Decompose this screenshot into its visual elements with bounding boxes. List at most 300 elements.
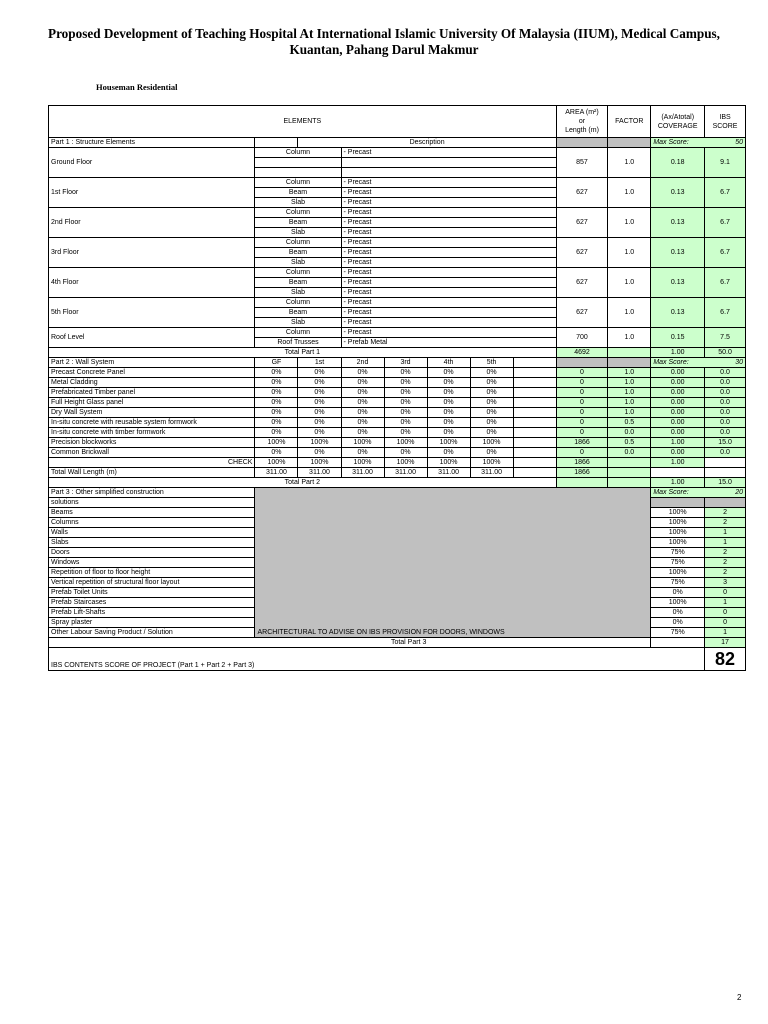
part3-shaded xyxy=(651,498,705,508)
solution-score: 2 xyxy=(705,518,746,528)
solution-name: Repetition of floor to floor height xyxy=(49,568,255,578)
floor-name: 2nd Floor xyxy=(49,208,255,238)
wall-area: 0 xyxy=(556,418,608,428)
floor-name: 1st Floor xyxy=(49,178,255,208)
wall-factor: 1.0 xyxy=(608,368,651,378)
element-type: Column xyxy=(255,148,341,158)
final-score-value: 82 xyxy=(705,648,746,671)
wall-factor: 0.0 xyxy=(608,428,651,438)
floor-row xyxy=(49,178,746,188)
wall-percentage: 0% xyxy=(384,418,427,428)
wall-percentage: 100% xyxy=(255,438,298,448)
solution-coverage: 100% xyxy=(651,538,705,548)
floor-name: Ground Floor xyxy=(49,148,255,178)
total-part2-score: 15.0 xyxy=(705,478,746,488)
floor-name: 4th Floor xyxy=(49,268,255,298)
wall-length-value: 311.00 xyxy=(298,468,341,478)
element-type xyxy=(255,168,341,178)
element-description: - Precast xyxy=(341,238,556,248)
wall-length-value: 311.00 xyxy=(427,468,470,478)
section-subtitle: Houseman Residential xyxy=(96,82,178,92)
element-description: - Precast xyxy=(341,268,556,278)
wall-length-row xyxy=(49,468,746,478)
solution-name: Beams xyxy=(49,508,255,518)
architectural-note: ARCHITECTURAL TO ADVISE ON IBS PROVISION FOR DOORS, WINDOWS xyxy=(257,629,505,636)
solution-score: 3 xyxy=(705,578,746,588)
element-description: - Precast xyxy=(341,148,556,158)
wall-percentage: 0% xyxy=(470,388,513,398)
wall-percentage: 0% xyxy=(298,398,341,408)
wall-percentage: 0% xyxy=(341,428,384,438)
wall-percentage: 0% xyxy=(470,408,513,418)
wall-percentage: 0% xyxy=(255,408,298,418)
wall-factor: 1.0 xyxy=(608,398,651,408)
wall-percentage: 0% xyxy=(341,418,384,428)
wall-factor: 0.0 xyxy=(608,448,651,458)
check-coverage: 1.00 xyxy=(651,458,705,468)
wall-score: 0.0 xyxy=(705,368,746,378)
wall-area: 0 xyxy=(556,448,608,458)
floor-row xyxy=(49,268,746,278)
header-row xyxy=(49,106,746,138)
solution-name: Doors xyxy=(49,548,255,558)
wall-coverage: 0.00 xyxy=(651,448,705,458)
solution-coverage: 100% xyxy=(651,518,705,528)
wall-percentage: 100% xyxy=(427,438,470,448)
floor-area: 700 xyxy=(556,328,608,348)
floor-area: 627 xyxy=(556,298,608,328)
floor-row xyxy=(49,148,746,158)
wall-score: 0.0 xyxy=(705,408,746,418)
wall-area: 1866 xyxy=(556,438,608,448)
floor-score: 6.7 xyxy=(705,298,746,328)
wall-empty xyxy=(513,438,556,448)
area-header-line1: AREA (m²) xyxy=(565,109,599,116)
area-header xyxy=(556,106,608,138)
wall-score: 15.0 xyxy=(705,438,746,448)
wall-factor: 1.0 xyxy=(608,388,651,398)
element-description: - Prefab Metal xyxy=(341,338,556,348)
wall-percentage: 0% xyxy=(255,418,298,428)
max-score-label: Max Score: xyxy=(651,358,705,368)
wall-empty xyxy=(513,448,556,458)
element-type: Column xyxy=(255,298,341,308)
wall-coverage: 0.00 xyxy=(651,368,705,378)
wall-row xyxy=(49,448,746,458)
wall-percentage: 0% xyxy=(384,388,427,398)
solution-score: 0 xyxy=(705,588,746,598)
check-row xyxy=(49,458,746,468)
wall-percentage: 0% xyxy=(255,448,298,458)
solution-name: Windows xyxy=(49,558,255,568)
wall-percentage: 0% xyxy=(298,448,341,458)
part1-empty xyxy=(255,138,298,148)
wall-row xyxy=(49,368,746,378)
wall-area: 0 xyxy=(556,398,608,408)
solution-name: Prefab Lift-Shafts xyxy=(49,608,255,618)
total-part1-score: 50.0 xyxy=(705,348,746,358)
wall-percentage: 0% xyxy=(298,378,341,388)
solution-coverage: 0% xyxy=(651,588,705,598)
element-type: Beam xyxy=(255,308,341,318)
final-score-row xyxy=(49,648,746,671)
total-part1-area: 4692 xyxy=(556,348,608,358)
floor-score: 6.7 xyxy=(705,178,746,208)
wall-percentage: 0% xyxy=(341,378,384,388)
area-header-line2: or xyxy=(578,118,586,125)
solution-score: 0 xyxy=(705,608,746,618)
wall-coverage: 0.00 xyxy=(651,378,705,388)
wall-coverage: 1.00 xyxy=(651,438,705,448)
part2-label: Part 2 : Wall System xyxy=(49,358,255,368)
coverage-header-line2: COVERAGE xyxy=(657,122,698,130)
wall-percentage: 0% xyxy=(470,368,513,378)
part2-total-row xyxy=(49,478,746,488)
solution-coverage: 75% xyxy=(651,548,705,558)
wall-row xyxy=(49,388,746,398)
wall-percentage: 0% xyxy=(427,368,470,378)
total-part2-label: Total Part 2 xyxy=(49,478,557,488)
wall-percentage: 0% xyxy=(384,428,427,438)
wall-system-name: Precast Concrete Panel xyxy=(49,368,255,378)
wall-length-value: 311.00 xyxy=(384,468,427,478)
wall-percentage: 0% xyxy=(298,418,341,428)
part1-shaded xyxy=(608,138,651,148)
solution-coverage: 75% xyxy=(651,578,705,588)
wall-percentage: 0% xyxy=(427,398,470,408)
floor-score: 7.5 xyxy=(705,328,746,348)
wall-percentage: 0% xyxy=(255,378,298,388)
area-header-line3: Length (m) xyxy=(565,127,599,134)
wall-percentage: 0% xyxy=(470,428,513,438)
wall-percentage: 0% xyxy=(298,388,341,398)
floor-column-header: 2nd xyxy=(341,358,384,368)
check-score xyxy=(705,458,746,468)
wall-area: 0 xyxy=(556,388,608,398)
wall-length-score xyxy=(705,468,746,478)
wall-percentage: 0% xyxy=(384,378,427,388)
coverage-header-line1: (Ax/Atotal) xyxy=(661,113,695,121)
wall-percentage: 0% xyxy=(427,418,470,428)
solution-coverage: 0% xyxy=(651,618,705,628)
ibs-table-body xyxy=(49,106,746,671)
part1-shaded xyxy=(556,138,608,148)
wall-score: 0.0 xyxy=(705,448,746,458)
total-part2-area xyxy=(556,478,608,488)
part2-shaded xyxy=(608,358,651,368)
check-factor xyxy=(608,458,651,468)
part3-total-row xyxy=(49,638,746,648)
wall-percentage: 0% xyxy=(255,398,298,408)
element-description: - Precast xyxy=(341,278,556,288)
floor-name: Roof Level xyxy=(49,328,255,348)
wall-system-name: Common Brickwall xyxy=(49,448,255,458)
wall-score: 0.0 xyxy=(705,378,746,388)
solution-score: 2 xyxy=(705,558,746,568)
floor-factor: 1.0 xyxy=(608,328,651,348)
element-type: Slab xyxy=(255,258,341,268)
score-header-line2: SCORE xyxy=(712,122,738,130)
element-description: - Precast xyxy=(341,318,556,328)
part2-shaded xyxy=(556,358,608,368)
total-part2-coverage: 1.00 xyxy=(651,478,705,488)
document-title xyxy=(20,26,748,58)
max-score-label: Max Score: xyxy=(651,488,705,498)
wall-percentage: 0% xyxy=(341,368,384,378)
part3-label-2: solutions xyxy=(49,498,255,508)
wall-row xyxy=(49,378,746,388)
solution-coverage: 75% xyxy=(651,628,705,638)
wall-length-area: 1866 xyxy=(556,468,608,478)
wall-percentage: 0% xyxy=(427,428,470,438)
max-score-label: Max Score: xyxy=(651,138,705,148)
wall-length-value: 311.00 xyxy=(470,468,513,478)
element-description: - Precast xyxy=(341,258,556,268)
wall-area: 0 xyxy=(556,408,608,418)
wall-percentage: 0% xyxy=(255,428,298,438)
floor-factor: 1.0 xyxy=(608,298,651,328)
wall-factor: 0.5 xyxy=(608,418,651,428)
element-description: - Precast xyxy=(341,228,556,238)
wall-empty xyxy=(513,408,556,418)
element-description: - Precast xyxy=(341,308,556,318)
element-type: Slab xyxy=(255,288,341,298)
floor-coverage: 0.13 xyxy=(651,238,705,268)
floor-row xyxy=(49,298,746,308)
total-part3-label: Total Part 3 xyxy=(49,638,651,648)
wall-row xyxy=(49,418,746,428)
element-description: - Precast xyxy=(341,208,556,218)
floor-coverage: 0.18 xyxy=(651,148,705,178)
wall-percentage: 0% xyxy=(470,398,513,408)
wall-percentage: 100% xyxy=(384,438,427,448)
floor-coverage: 0.13 xyxy=(651,268,705,298)
solution-score: 2 xyxy=(705,508,746,518)
floor-area: 627 xyxy=(556,208,608,238)
floor-name: 5th Floor xyxy=(49,298,255,328)
floor-score: 9.1 xyxy=(705,148,746,178)
solution-name: Walls xyxy=(49,528,255,538)
wall-percentage: 0% xyxy=(384,448,427,458)
wall-percentage: 0% xyxy=(384,368,427,378)
floor-area: 627 xyxy=(556,268,608,298)
wall-system-name: Dry Wall System xyxy=(49,408,255,418)
wall-score: 0.0 xyxy=(705,388,746,398)
wall-factor: 1.0 xyxy=(608,408,651,418)
floor-column-header: 3rd xyxy=(384,358,427,368)
part2-empty xyxy=(513,358,556,368)
solution-coverage: 100% xyxy=(651,598,705,608)
element-type: Beam xyxy=(255,278,341,288)
total-part1-factor xyxy=(608,348,651,358)
solution-name: Slabs xyxy=(49,538,255,548)
wall-percentage: 0% xyxy=(384,398,427,408)
wall-length-factor xyxy=(608,468,651,478)
wall-length-value: 311.00 xyxy=(341,468,384,478)
floor-area: 857 xyxy=(556,148,608,178)
description-label: Description xyxy=(298,138,556,148)
element-type: Beam xyxy=(255,218,341,228)
total-part3-coverage xyxy=(651,638,705,648)
ibs-score-table xyxy=(48,105,746,671)
elements-header: ELEMENTS xyxy=(49,106,557,138)
wall-length-coverage xyxy=(651,468,705,478)
wall-system-name: Prefabricated Timber panel xyxy=(49,388,255,398)
floor-coverage: 0.13 xyxy=(651,208,705,238)
check-area: 1866 xyxy=(556,458,608,468)
max-score-value: 20 xyxy=(705,488,746,498)
solution-coverage: 100% xyxy=(651,528,705,538)
element-type: Roof Trusses xyxy=(255,338,341,348)
wall-percentage: 0% xyxy=(427,388,470,398)
wall-percentage: 0% xyxy=(341,398,384,408)
wall-area: 0 xyxy=(556,368,608,378)
wall-row xyxy=(49,398,746,408)
element-type: Beam xyxy=(255,188,341,198)
floor-area: 627 xyxy=(556,238,608,268)
wall-length-label: Total Wall Length (m) xyxy=(49,468,255,478)
floor-name: 3rd Floor xyxy=(49,238,255,268)
wall-system-name: In-situ concrete with reusable system formwork xyxy=(49,418,255,428)
max-score-value: 50 xyxy=(705,138,746,148)
wall-area: 0 xyxy=(556,378,608,388)
wall-coverage: 0.00 xyxy=(651,388,705,398)
total-part1-label: Total Part 1 xyxy=(49,348,557,358)
wall-factor: 0.5 xyxy=(608,438,651,448)
wall-row xyxy=(49,408,746,418)
floor-row xyxy=(49,238,746,248)
element-description: - Precast xyxy=(341,218,556,228)
floor-factor: 1.0 xyxy=(608,178,651,208)
part2-header-row xyxy=(49,358,746,368)
solution-score: 2 xyxy=(705,548,746,558)
element-type: Slab xyxy=(255,318,341,328)
wall-coverage: 0.00 xyxy=(651,418,705,428)
score-header-line1: IBS xyxy=(719,113,731,121)
solution-score: 0 xyxy=(705,618,746,628)
wall-percentage: 0% xyxy=(255,368,298,378)
wall-empty xyxy=(513,378,556,388)
check-empty xyxy=(513,458,556,468)
wall-length-empty xyxy=(513,468,556,478)
wall-percentage: 0% xyxy=(298,368,341,378)
element-description: - Precast xyxy=(341,178,556,188)
solution-coverage: 100% xyxy=(651,568,705,578)
floor-score: 6.7 xyxy=(705,238,746,268)
element-description: - Precast xyxy=(341,298,556,308)
element-type: Slab xyxy=(255,228,341,238)
wall-coverage: 0.00 xyxy=(651,428,705,438)
final-score-label: IBS CONTENTS SCORE OF PROJECT (Part 1 + Part 2 + Part 3) xyxy=(49,648,705,671)
wall-percentage: 0% xyxy=(470,378,513,388)
part3-label: Part 3 : Other simplified construction xyxy=(49,488,255,498)
solution-name: Prefab Staircases xyxy=(49,598,255,608)
wall-factor: 1.0 xyxy=(608,378,651,388)
element-description: - Precast xyxy=(341,188,556,198)
part1-label: Part 1 : Structure Elements xyxy=(49,138,255,148)
check-value: 100% xyxy=(427,458,470,468)
check-value: 100% xyxy=(298,458,341,468)
element-type: Column xyxy=(255,328,341,338)
element-type: Column xyxy=(255,178,341,188)
wall-percentage: 0% xyxy=(255,388,298,398)
wall-percentage: 0% xyxy=(341,408,384,418)
wall-percentage: 0% xyxy=(384,408,427,418)
wall-empty xyxy=(513,398,556,408)
total-part3-score: 17 xyxy=(705,638,746,648)
solution-name: Prefab Toilet Units xyxy=(49,588,255,598)
wall-percentage: 0% xyxy=(470,418,513,428)
floor-coverage: 0.13 xyxy=(651,298,705,328)
floor-score: 6.7 xyxy=(705,268,746,298)
wall-coverage: 0.00 xyxy=(651,408,705,418)
solution-name: Other Labour Saving Product / Solution xyxy=(49,628,255,638)
floor-coverage: 0.13 xyxy=(651,178,705,208)
coverage-header xyxy=(651,106,705,138)
element-description xyxy=(341,168,556,178)
wall-percentage: 100% xyxy=(470,438,513,448)
wall-empty xyxy=(513,428,556,438)
score-header xyxy=(705,106,746,138)
wall-percentage: 0% xyxy=(298,408,341,418)
solution-score: 1 xyxy=(705,598,746,608)
total-part2-factor xyxy=(608,478,651,488)
wall-empty xyxy=(513,388,556,398)
floor-area: 627 xyxy=(556,178,608,208)
wall-system-name: Full Height Glass panel xyxy=(49,398,255,408)
check-value: 100% xyxy=(255,458,298,468)
check-value: 100% xyxy=(470,458,513,468)
wall-score: 0.0 xyxy=(705,418,746,428)
floor-column-header: 5th xyxy=(470,358,513,368)
floor-coverage: 0.15 xyxy=(651,328,705,348)
part1-total-row xyxy=(49,348,746,358)
part1-header-row xyxy=(49,138,746,148)
wall-area: 0 xyxy=(556,428,608,438)
solution-coverage: 0% xyxy=(651,608,705,618)
solution-coverage: 100% xyxy=(651,508,705,518)
wall-row xyxy=(49,438,746,448)
wall-score: 0.0 xyxy=(705,428,746,438)
wall-percentage: 0% xyxy=(341,448,384,458)
element-description: - Precast xyxy=(341,248,556,258)
wall-row xyxy=(49,428,746,438)
wall-score: 0.0 xyxy=(705,398,746,408)
total-part1-coverage: 1.00 xyxy=(651,348,705,358)
element-description: - Precast xyxy=(341,288,556,298)
check-value: 100% xyxy=(384,458,427,468)
floor-row xyxy=(49,328,746,338)
floor-factor: 1.0 xyxy=(608,148,651,178)
floor-factor: 1.0 xyxy=(608,268,651,298)
floor-row xyxy=(49,208,746,218)
wall-percentage: 0% xyxy=(470,448,513,458)
element-type: Column xyxy=(255,238,341,248)
page-number: 2 xyxy=(737,993,742,1002)
wall-length-value: 311.00 xyxy=(255,468,298,478)
floor-column-header: 4th xyxy=(427,358,470,368)
element-type: Column xyxy=(255,268,341,278)
title-line-2: Kuantan, Pahang Darul Makmur xyxy=(289,42,479,57)
solution-score: 2 xyxy=(705,568,746,578)
wall-percentage: 0% xyxy=(298,428,341,438)
element-type xyxy=(255,158,341,168)
solution-score: 1 xyxy=(705,538,746,548)
wall-percentage: 0% xyxy=(341,388,384,398)
wall-percentage: 0% xyxy=(427,408,470,418)
wall-percentage: 100% xyxy=(341,438,384,448)
element-type: Column xyxy=(255,208,341,218)
